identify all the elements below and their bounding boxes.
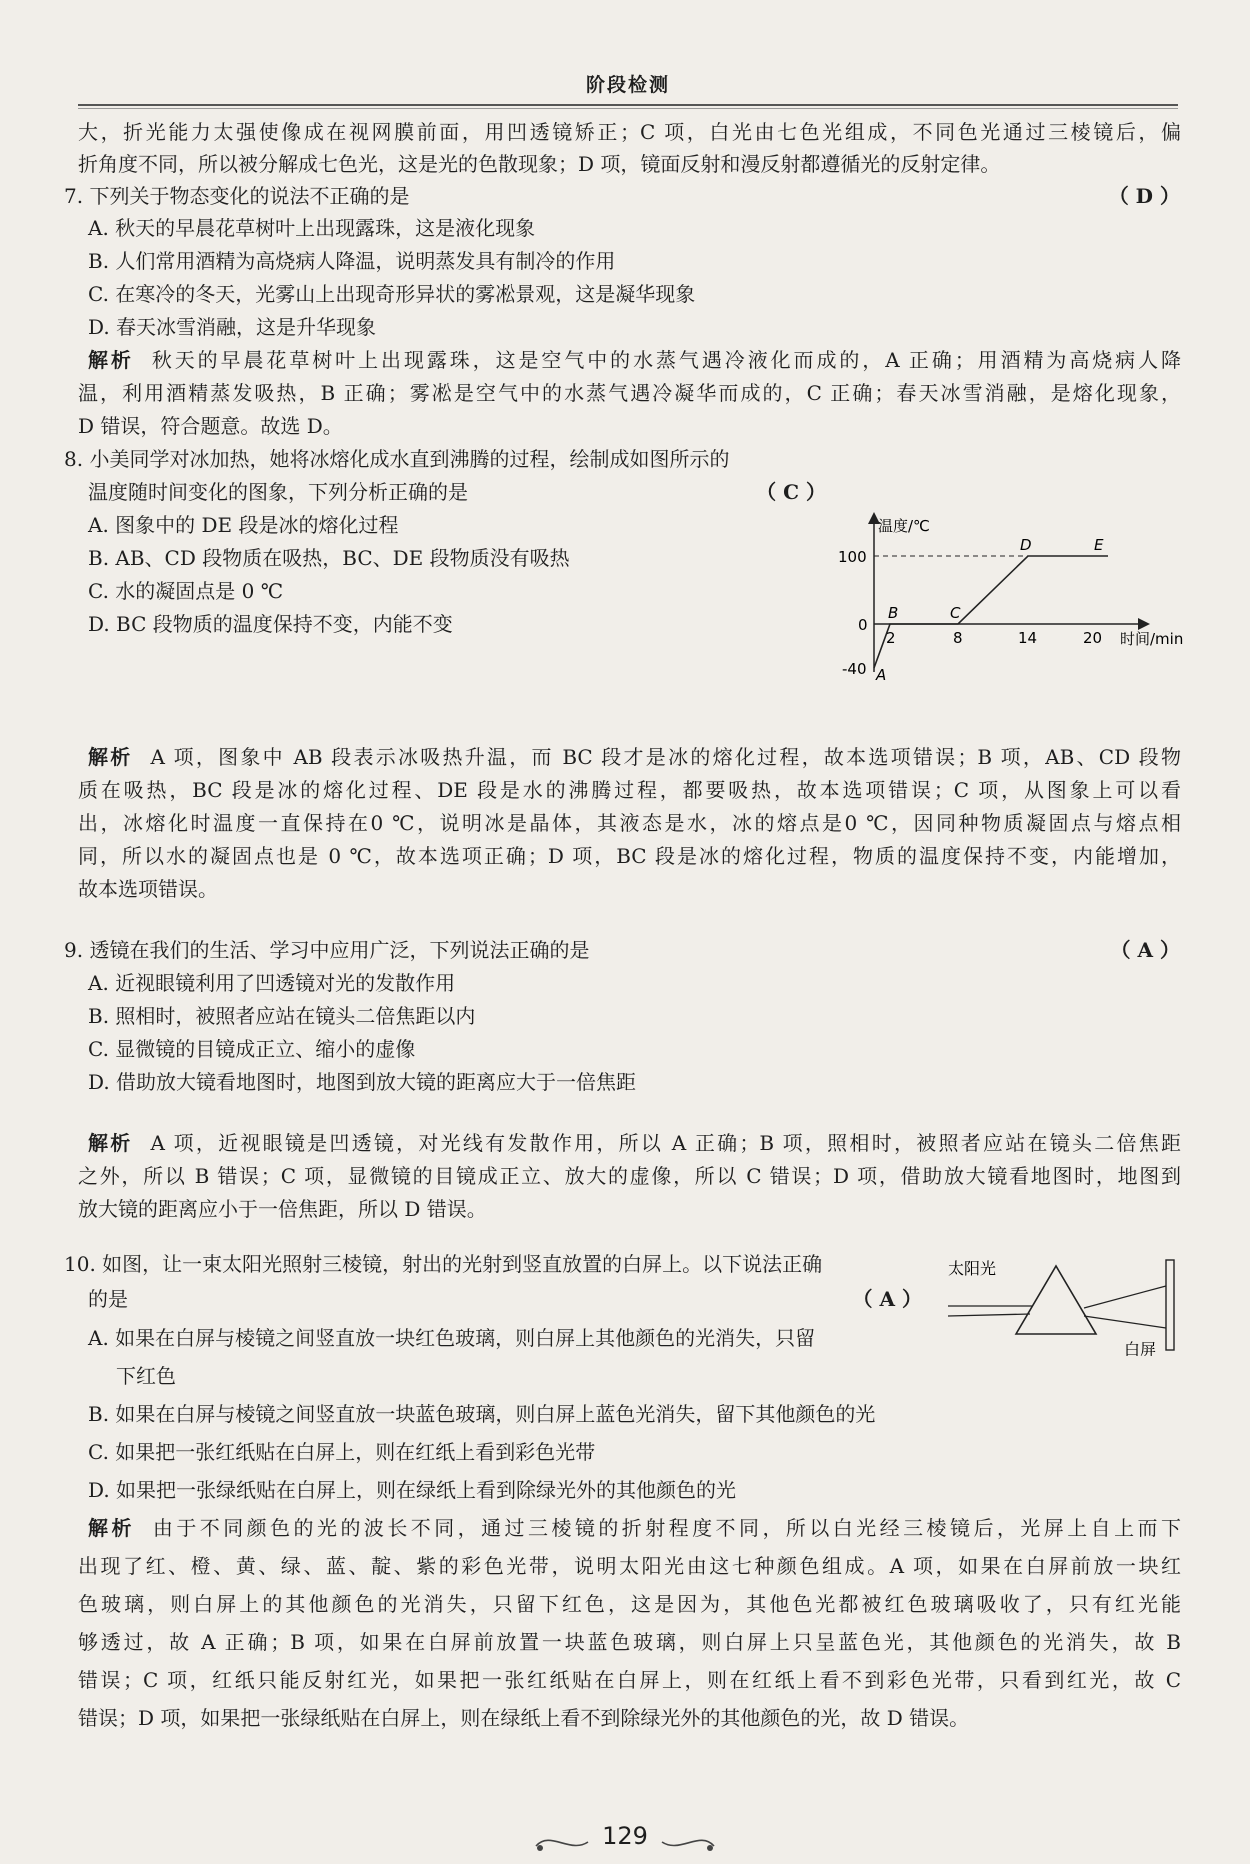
question-10: 10. 如图，让一束太阳光照射三棱镜，射出的光射到竖直放置的白屏上。以下说法正确 (64, 1252, 823, 1276)
option: B. 人们常用酒精为高烧病人降温，说明蒸发具有制冷的作用 (88, 249, 616, 273)
question-8: 8. 小美同学对冰加热，她将冰熔化成水直到沸腾的过程，绘制成如图所示的 (64, 447, 730, 471)
option: B. AB、CD 段物质在吸热，BC、DE 段物质没有吸热 (88, 546, 570, 570)
option: B. 如果在白屏与棱镜之间竖直放一块蓝色玻璃，则白屏上蓝色光消失，留下其他颜色的光 (88, 1402, 876, 1426)
page-number: 129 (602, 1822, 648, 1850)
text-line: 够透过，故 A 正确；B 项，如果在白屏前放置一块蓝色玻璃，则白屏上只呈蓝色光，其他颜色的光消失，故 B (78, 1630, 1181, 1654)
explanation (88, 1512, 1181, 1544)
header-divider-thin (78, 108, 1178, 109)
sunlight-ray (948, 1314, 1030, 1316)
tick-2: 2 (886, 629, 896, 647)
sunlight-label: 太阳光 (948, 1259, 997, 1278)
point-c-label: C (950, 604, 961, 622)
explanation-label: 解析 (88, 745, 133, 769)
option: A. 近视眼镜利用了凹透镜对光的发散作用 (88, 971, 456, 995)
option: C. 如果把一张红纸贴在白屏上，则在红纸上看到彩色光带 (88, 1440, 596, 1464)
header-divider (78, 104, 1178, 106)
answer-8: （ C ） (756, 480, 826, 504)
explanation-text: A 项，近视眼镜是凹透镜，对光线有发散作用，所以 A 正确；B 项，照相时，被照者应站在镜头二倍焦距 (150, 1131, 1182, 1155)
tick-100: 100 (838, 548, 867, 566)
text-line: 大，折光能力太强使像成在视网膜前面，用凹透镜矫正；C 项，白光由七色光组成，不同色光通过三棱镜后，偏 (78, 120, 1181, 144)
explanation-label: 解析 (88, 348, 134, 372)
text-line: 错误；D 项，如果把一张绿纸贴在白屏上，则在绿纸上看不到除绿光外的其他颜色的光，故 D 错误。 (78, 1706, 970, 1730)
explanation-text: 由于不同颜色的光的波长不同，通过三棱镜的折射程度不同，所以白光经三棱镜后，光屏上自上而下 (152, 1516, 1182, 1540)
text-line: 折角度不同，所以被分解成七色光，这是光的色散现象；D 项，镜面反射和漫反射都遵循光的反射定律。 (78, 152, 1001, 176)
tick-neg40: -40 (842, 660, 867, 678)
temperature-time-graph (838, 512, 1188, 684)
option: C. 显微镜的目镜成正立、缩小的虚像 (88, 1037, 416, 1061)
option: A. 图象中的 DE 段是冰的熔化过程 (88, 513, 399, 537)
question-7: 7. 下列关于物态变化的说法不正确的是 (64, 184, 410, 208)
tick-20: 20 (1083, 629, 1103, 647)
x-axis-label: 时间/min (1120, 630, 1184, 648)
text-line: 出现了红、橙、黄、绿、蓝、靛、紫的彩色光带，说明太阳光由这七种颜色组成。A 项，如果在白屏前放一块红 (78, 1554, 1181, 1578)
option: D. 春天冰雪消融，这是升华现象 (88, 315, 377, 339)
question-10-cont: 的是 (88, 1287, 128, 1311)
point-d-label: D (1020, 536, 1032, 554)
answer-9: （ A ） (1110, 938, 1180, 962)
point-a-label: A (876, 666, 887, 684)
explanation-label: 解析 (88, 1516, 135, 1540)
explanation-label: 解析 (88, 1131, 133, 1155)
option-cont: 下红色 (116, 1364, 176, 1388)
text-line: 温，利用酒精蒸发吸热，B 正确；雾凇是空气中的水蒸气遇冷凝华而成的，C 正确；春天冰雪消融，是熔化现象， (78, 381, 1181, 405)
text-line: D 错误，符合题意。故选 D。 (78, 414, 343, 438)
option: A. 秋天的早晨花草树叶上出现露珠，这是液化现象 (88, 216, 536, 240)
text-line: 错误；C 项，红纸只能反射红光，如果把一张红纸贴在白屏上，则在红纸上看不到彩色光带，只看到红光，故 C (78, 1668, 1181, 1692)
explanation (88, 1127, 1181, 1159)
explanation-text: 秋天的早晨花草树叶上出现露珠，这是空气中的水蒸气遇冷液化而成的，A 正确；用酒精为高烧病人降 (151, 348, 1181, 372)
y-axis-label: 温度/℃ (878, 517, 930, 535)
explanation (88, 344, 1181, 376)
point-e-label: E (1094, 536, 1104, 554)
text-line: 出，冰熔化时温度一直保持在0 ℃，说明冰是晶体，其液态是水，冰的熔点是0 ℃，因同种物质凝固点与熔点相 (78, 811, 1181, 835)
refracted-ray (1084, 1316, 1166, 1328)
text-line: 之外，所以 B 错误；C 项，显微镜的目镜成正立、放大的虚像，所以 C 错误；D 项，借助放大镜看地图时，地图到 (78, 1164, 1181, 1188)
screen-label: 白屏 (1124, 1340, 1157, 1356)
option: C. 在寒冷的冬天，光雾山上出现奇形异状的雾凇景观，这是凝华现象 (88, 282, 696, 306)
refracted-ray (1084, 1286, 1166, 1308)
white-screen (1166, 1260, 1174, 1350)
explanation-text: A 项，图象中 AB 段表示冰吸热升温，而 BC 段才是冰的熔化过程，故本选项错误；B 项，AB、CD 段物 (150, 745, 1182, 769)
tick-8: 8 (953, 629, 963, 647)
prism-diagram (944, 1254, 1180, 1356)
option: D. 如果把一张绿纸贴在白屏上，则在绿纸上看到除绿光外的其他颜色的光 (88, 1478, 737, 1502)
answer-7: （ D ） (1108, 184, 1180, 208)
option: B. 照相时，被照者应站在镜头二倍焦距以内 (88, 1004, 476, 1028)
page-header: 阶段检测 (585, 74, 670, 96)
text-line: 同，所以水的凝固点也是 0 ℃，故本选项正确；D 项，BC 段是冰的熔化过程，物质的温度保持不变，内能增加， (78, 844, 1181, 868)
prism (1016, 1266, 1096, 1334)
point-b-label: B (888, 604, 899, 622)
text-line: 质在吸热，BC 段是冰的熔化过程、DE 段是水的沸腾过程，都要吸热，故本选项错误；C 项，从图象上可以看 (78, 778, 1181, 802)
explanation (88, 741, 1181, 773)
option: D. 借助放大镜看地图时，地图到放大镜的距离应大于一倍焦距 (88, 1070, 637, 1094)
temperature-curve (874, 556, 1108, 668)
option: D. BC 段物质的温度保持不变，内能不变 (88, 612, 453, 636)
text-line: 故本选项错误。 (78, 877, 218, 901)
answer-10: （ A ） (852, 1287, 922, 1311)
question-8-cont: 温度随时间变化的图象，下列分析正确的是 (88, 480, 468, 504)
tick-0: 0 (858, 616, 868, 634)
tick-14: 14 (1018, 629, 1038, 647)
question-9: 9. 透镜在我们的生活、学习中应用广泛，下列说法正确的是 (64, 938, 590, 962)
text-line: 色玻璃，则白屏上的其他颜色的光消失，只留下红色，这是因为，其他色光都被红色玻璃吸收了，只有红光能 (78, 1592, 1181, 1616)
option: C. 水的凝固点是 0 ℃ (88, 579, 284, 603)
text-line: 放大镜的距离应小于一倍焦距，所以 D 错误。 (78, 1197, 487, 1221)
option: A. 如果在白屏与棱镜之间竖直放一块红色玻璃，则白屏上其他颜色的光消失，只留 (88, 1326, 816, 1350)
